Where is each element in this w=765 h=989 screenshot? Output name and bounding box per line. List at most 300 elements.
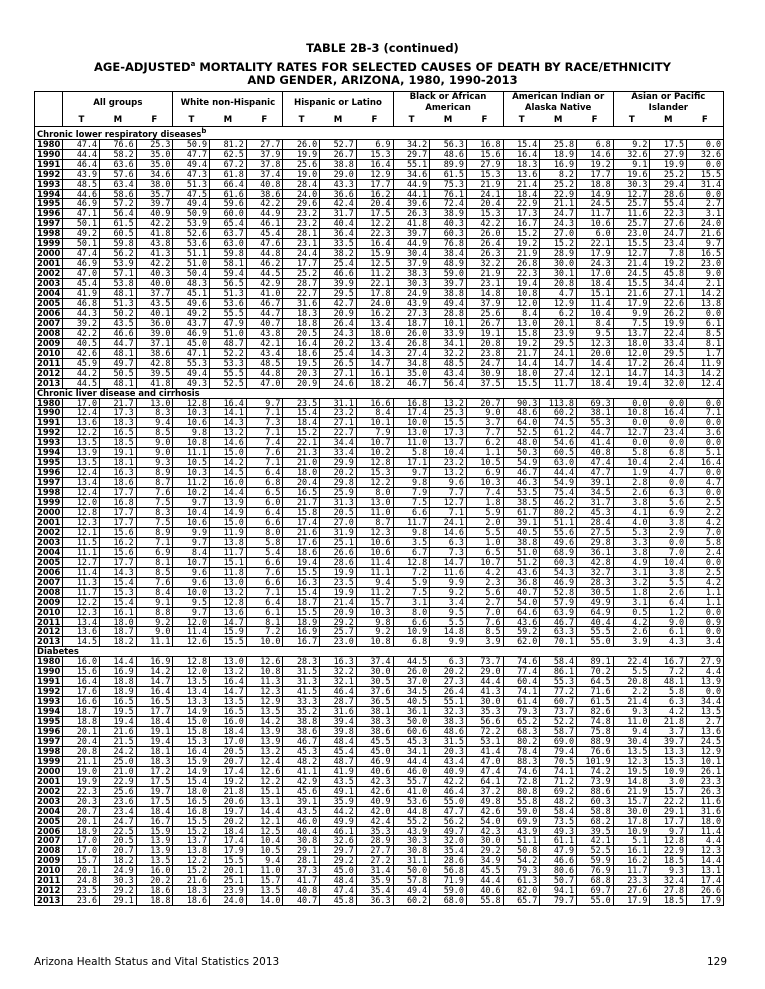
rate-cell: 4.0 xyxy=(613,517,650,527)
rate-cell: 34.4 xyxy=(650,279,687,289)
rate-cell: 15.9 xyxy=(356,249,393,259)
year-cell: 2008 xyxy=(35,846,63,856)
rate-cell: 15.5 xyxy=(173,816,210,826)
rate-cell: 14.5 xyxy=(210,468,247,478)
rate-cell: 8.7 xyxy=(356,517,393,527)
rate-cell: 46.6 xyxy=(540,856,577,866)
rate-cell: 45.8 xyxy=(320,896,357,906)
table-row xyxy=(35,139,724,149)
table-row xyxy=(35,786,724,796)
rate-cell: 15.5 xyxy=(503,378,540,388)
rate-cell: 75.4 xyxy=(540,488,577,498)
rate-cell: 15.3 xyxy=(466,169,503,179)
rate-cell: 63.9 xyxy=(540,607,577,617)
rate-cell: 39.7 xyxy=(650,736,687,746)
rate-cell: 74.2 xyxy=(576,766,613,776)
rate-cell: 47.4 xyxy=(63,139,100,149)
rate-cell: 12.7 xyxy=(430,498,467,508)
rate-cell: 19.9 xyxy=(63,776,100,786)
rate-cell: 16.4 xyxy=(210,677,247,687)
rate-cell: 9.6 xyxy=(430,478,467,488)
year-cell: 1995 xyxy=(35,717,63,727)
rate-cell: 24.5 xyxy=(613,269,650,279)
rate-cell: 30.5 xyxy=(576,587,613,597)
table-row xyxy=(35,508,724,518)
rate-cell: 17.3 xyxy=(430,428,467,438)
rate-cell: 50.9 xyxy=(173,209,210,219)
rate-cell: 19.0 xyxy=(283,169,320,179)
rate-cell: 17.6 xyxy=(63,687,100,697)
rate-cell: 7.0 xyxy=(650,547,687,557)
rate-cell: 6.3 xyxy=(650,488,687,498)
rate-cell: 34.9 xyxy=(466,856,503,866)
column-header: M xyxy=(100,114,137,127)
rate-cell: 2.6 xyxy=(613,488,650,498)
rate-cell: 15.5 xyxy=(210,856,247,866)
rate-cell: 49.8 xyxy=(466,796,503,806)
rate-cell: 39.7 xyxy=(393,229,430,239)
rate-cell: 47.9 xyxy=(210,318,247,328)
rate-cell: 31.5 xyxy=(430,736,467,746)
rate-cell: 8.4 xyxy=(576,318,613,328)
rate-cell: 4.2 xyxy=(466,567,503,577)
rate-cell: 24.7 xyxy=(540,209,577,219)
rate-cell: 43.9 xyxy=(503,826,540,836)
rate-cell: 63.7 xyxy=(210,229,247,239)
table-row xyxy=(35,697,724,707)
rate-cell: 47.6 xyxy=(246,239,283,249)
year-cell: 2001 xyxy=(35,776,63,786)
rate-cell: 42.2 xyxy=(136,219,173,229)
rate-cell: 37.7 xyxy=(136,289,173,299)
rate-cell: 58.1 xyxy=(210,259,247,269)
rate-cell: 14.3 xyxy=(650,368,687,378)
year-cell: 2002 xyxy=(35,786,63,796)
rate-cell: 12.8 xyxy=(173,398,210,408)
rate-cell: 18.4 xyxy=(503,189,540,199)
rate-cell: 16.5 xyxy=(100,697,137,707)
rate-cell: 9.2 xyxy=(613,139,650,149)
table-row xyxy=(35,726,724,736)
rate-cell: 38.8 xyxy=(320,159,357,169)
rate-cell: 61.7 xyxy=(503,508,540,518)
rate-cell: 53.6 xyxy=(210,299,247,309)
rate-cell: 10.4 xyxy=(650,557,687,567)
table-row xyxy=(35,169,724,179)
rate-cell: 30.0 xyxy=(540,259,577,269)
table-row xyxy=(35,746,724,756)
rate-cell: 25.0 xyxy=(100,756,137,766)
rate-cell: 15.5 xyxy=(613,279,650,289)
rate-cell: 55.5 xyxy=(210,308,247,318)
rate-cell: 17.9 xyxy=(576,249,613,259)
rate-cell: 47.1 xyxy=(63,209,100,219)
rate-cell: 20.8 xyxy=(613,677,650,687)
rate-cell: 54.0 xyxy=(466,816,503,826)
table-row xyxy=(35,159,724,169)
rate-cell: 7.4 xyxy=(246,438,283,448)
rate-cell: 24.7 xyxy=(650,229,687,239)
rate-cell: 20.9 xyxy=(320,607,357,617)
rate-cell: 11.6 xyxy=(613,209,650,219)
rate-cell: 18.4 xyxy=(136,806,173,816)
rate-cell: 11.1 xyxy=(173,448,210,458)
rate-cell: 88.6 xyxy=(576,786,613,796)
rate-cell: 18.9 xyxy=(63,826,100,836)
rate-cell: 14.7 xyxy=(430,557,467,567)
rate-cell: 47.7 xyxy=(576,468,613,478)
rate-cell: 20.2 xyxy=(136,876,173,886)
rate-cell: 12.7 xyxy=(63,557,100,567)
rate-cell: 41.7 xyxy=(283,876,320,886)
rate-cell: 76.6 xyxy=(100,139,137,149)
rate-cell: 23.3 xyxy=(687,776,724,786)
rate-cell: 9.9 xyxy=(173,527,210,537)
rate-cell: 20.1 xyxy=(210,866,247,876)
rate-cell: 20.9 xyxy=(320,308,357,318)
rate-cell: 40.3 xyxy=(430,219,467,229)
rate-cell: 36.8 xyxy=(503,577,540,587)
rate-cell: 21.7 xyxy=(283,498,320,508)
rate-cell: 8.5 xyxy=(136,428,173,438)
rate-cell: 55.2 xyxy=(393,816,430,826)
rate-cell: 50.9 xyxy=(173,139,210,149)
rate-cell: 1.1 xyxy=(687,587,724,597)
rate-cell: 18.4 xyxy=(283,418,320,428)
rate-cell: 36.5 xyxy=(356,697,393,707)
rate-cell: 9.0 xyxy=(687,269,724,279)
footer-source: Arizona Health Status and Vital Statistics 2013 xyxy=(34,956,280,968)
rate-cell: 13.4 xyxy=(173,687,210,697)
rate-cell: 6.2 xyxy=(466,438,503,448)
rate-cell: 16.4 xyxy=(687,458,724,468)
rate-cell: 10.8 xyxy=(173,438,210,448)
rate-cell: 40.8 xyxy=(576,448,613,458)
group-header: American Indian or Alaska Native xyxy=(503,92,613,115)
rate-cell: 38.0 xyxy=(136,179,173,189)
rate-cell: 30.0 xyxy=(356,667,393,677)
year-cell: 1991 xyxy=(35,677,63,687)
rate-cell: 19.7 xyxy=(136,786,173,796)
rate-cell: 73.7 xyxy=(540,707,577,717)
rate-cell: 11.4 xyxy=(173,627,210,637)
rate-cell: 18.6 xyxy=(136,886,173,896)
rate-cell: 14.4 xyxy=(576,358,613,368)
rate-cell: 31.4 xyxy=(356,866,393,876)
rate-cell: 0.9 xyxy=(687,617,724,627)
rate-cell: 40.4 xyxy=(320,219,357,229)
rate-cell: 30.8 xyxy=(393,846,430,856)
rate-cell: 37.5 xyxy=(466,378,503,388)
table-row xyxy=(35,736,724,746)
rate-cell: 16.6 xyxy=(356,398,393,408)
rate-cell: 89.9 xyxy=(430,159,467,169)
rate-cell: 37.8 xyxy=(246,159,283,169)
rate-cell: 12.6 xyxy=(246,657,283,667)
rate-cell: 26.3 xyxy=(393,209,430,219)
rate-cell: 16.1 xyxy=(613,846,650,856)
rate-cell: 25.6 xyxy=(100,786,137,796)
rate-cell: 15.7 xyxy=(246,876,283,886)
rate-cell: 13.6 xyxy=(63,418,100,428)
rate-cell: 13.9 xyxy=(246,726,283,736)
rate-cell: 30.4 xyxy=(393,249,430,259)
rate-cell: 60.6 xyxy=(393,726,430,736)
rate-cell: 23.5 xyxy=(320,577,357,587)
rate-cell: 65.7 xyxy=(503,896,540,906)
rate-cell: 6.0 xyxy=(246,498,283,508)
rate-cell: 16.4 xyxy=(650,408,687,418)
rate-cell: 18.0 xyxy=(613,338,650,348)
rate-cell: 0.0 xyxy=(687,139,724,149)
year-cell: 2005 xyxy=(35,299,63,309)
rate-cell: 45.3 xyxy=(393,736,430,746)
rate-cell: 6.8 xyxy=(650,448,687,458)
rate-cell: 34.5 xyxy=(576,488,613,498)
rate-cell: 12.2 xyxy=(63,428,100,438)
rate-cell: 19.9 xyxy=(320,587,357,597)
rate-cell: 24.9 xyxy=(393,289,430,299)
rate-cell: 39.1 xyxy=(283,796,320,806)
rate-cell: 2.9 xyxy=(650,527,687,537)
rate-cell: 30.0 xyxy=(466,697,503,707)
rate-cell: 13.5 xyxy=(63,438,100,448)
rate-cell: 11.4 xyxy=(576,299,613,309)
rate-cell: 46.2 xyxy=(540,498,577,508)
rate-cell: 35.3 xyxy=(466,707,503,717)
rate-cell: 5.4 xyxy=(246,547,283,557)
rate-cell: 12.4 xyxy=(246,756,283,766)
rate-cell: 6.0 xyxy=(576,229,613,239)
section-header-row xyxy=(35,127,724,140)
rate-cell: 2.4 xyxy=(650,458,687,468)
rate-cell: 16.4 xyxy=(283,338,320,348)
rate-cell: 33.3 xyxy=(283,697,320,707)
rate-cell: 29.1 xyxy=(650,806,687,816)
rate-cell: 15.7 xyxy=(650,786,687,796)
rate-cell: 25.1 xyxy=(320,537,357,547)
rate-cell: 12.7 xyxy=(613,249,650,259)
rate-cell: 44.9 xyxy=(246,209,283,219)
rate-cell: 10.2 xyxy=(356,448,393,458)
rate-cell: 14.7 xyxy=(210,687,247,697)
rate-cell: 7.4 xyxy=(466,488,503,498)
rate-cell: 18.0 xyxy=(173,786,210,796)
rate-cell: 39.5 xyxy=(136,368,173,378)
rate-cell: 38.8 xyxy=(283,717,320,727)
rate-cell: 15.5 xyxy=(430,418,467,428)
rate-cell: 45.9 xyxy=(63,358,100,368)
year-cell: 1990 xyxy=(35,667,63,677)
rate-cell: 9.9 xyxy=(430,637,467,647)
rate-cell: 23.1 xyxy=(283,239,320,249)
rate-cell: 10.8 xyxy=(503,289,540,299)
rate-cell: 56.6 xyxy=(466,717,503,727)
rate-cell: 13.8 xyxy=(687,299,724,309)
rate-cell: 25.7 xyxy=(613,199,650,209)
rate-cell: 14.7 xyxy=(540,358,577,368)
rate-cell: 7.1 xyxy=(246,428,283,438)
rate-cell: 45.1 xyxy=(173,289,210,299)
rate-cell: 19.4 xyxy=(100,717,137,727)
rate-cell: 17.6 xyxy=(283,537,320,547)
rate-cell: 23.9 xyxy=(540,328,577,338)
rate-cell: 70.2 xyxy=(576,667,613,677)
rate-cell: 65.4 xyxy=(210,219,247,229)
rate-cell: 6.4 xyxy=(246,597,283,607)
rate-cell: 2.6 xyxy=(650,587,687,597)
rate-cell: 35.3 xyxy=(356,826,393,836)
rate-cell: 13.5 xyxy=(613,746,650,756)
year-cell: 2003 xyxy=(35,279,63,289)
rate-cell: 31.1 xyxy=(320,398,357,408)
rate-cell: 8.4 xyxy=(136,587,173,597)
rate-cell: 74.6 xyxy=(503,657,540,667)
rate-cell: 32.6 xyxy=(320,836,357,846)
rate-cell: 32.4 xyxy=(650,876,687,886)
rate-cell: 17.0 xyxy=(63,836,100,846)
year-cell: 1993 xyxy=(35,179,63,189)
rate-cell: 54.0 xyxy=(503,597,540,607)
rate-cell: 17.7 xyxy=(100,517,137,527)
rate-cell: 18.3 xyxy=(283,308,320,318)
rate-cell: 9.3 xyxy=(650,866,687,876)
rate-cell: 26.3 xyxy=(687,786,724,796)
rate-cell: 0.0 xyxy=(650,398,687,408)
rate-cell: 12.2 xyxy=(356,219,393,229)
rate-cell: 13.0 xyxy=(210,657,247,667)
table-row xyxy=(35,249,724,259)
rate-cell: 26.4 xyxy=(466,239,503,249)
rate-cell: 49.7 xyxy=(100,358,137,368)
rate-cell: 55.0 xyxy=(576,896,613,906)
rate-cell: 49.9 xyxy=(576,597,613,607)
rate-cell: 20.4 xyxy=(63,736,100,746)
rate-cell: 28.6 xyxy=(320,557,357,567)
rate-cell: 16.0 xyxy=(63,657,100,667)
rate-cell: 7.1 xyxy=(246,458,283,468)
rate-cell: 25.6 xyxy=(466,308,503,318)
rate-cell: 38.6 xyxy=(283,726,320,736)
rate-cell: 81.2 xyxy=(210,139,247,149)
rate-cell: 44.9 xyxy=(393,239,430,249)
rate-cell: 77.4 xyxy=(503,667,540,677)
rate-cell: 35.4 xyxy=(356,886,393,896)
rate-cell: 61.8 xyxy=(210,169,247,179)
rate-cell: 46.9 xyxy=(540,577,577,587)
column-header: T xyxy=(283,114,320,127)
rate-cell: 20.5 xyxy=(210,746,247,756)
rate-cell: 26.7 xyxy=(320,149,357,159)
rate-cell: 28.3 xyxy=(576,577,613,587)
rate-cell: 79.4 xyxy=(540,746,577,756)
rate-cell: 50.1 xyxy=(63,239,100,249)
rate-cell: 29.7 xyxy=(393,149,430,159)
rate-cell: 56.3 xyxy=(430,139,467,149)
rate-cell: 27.2 xyxy=(356,856,393,866)
rate-cell: 2.0 xyxy=(466,517,503,527)
rate-cell: 20.4 xyxy=(466,199,503,209)
rate-cell: 8.2 xyxy=(540,169,577,179)
rate-cell: 21.8 xyxy=(650,717,687,727)
rate-cell: 12.2 xyxy=(173,856,210,866)
table-row xyxy=(35,557,724,567)
rate-cell: 23.2 xyxy=(283,219,320,229)
rate-cell: 19.5 xyxy=(613,766,650,776)
rate-cell: 6.8 xyxy=(393,637,430,647)
rate-cell: 20.8 xyxy=(63,746,100,756)
rate-cell: 13.2 xyxy=(210,428,247,438)
year-cell: 1996 xyxy=(35,726,63,736)
rate-cell: 6.6 xyxy=(246,517,283,527)
rate-cell: 12.1 xyxy=(63,527,100,537)
rate-cell: 7.1 xyxy=(246,408,283,418)
rate-cell: 40.1 xyxy=(136,308,173,318)
rate-cell: 7.3 xyxy=(430,547,467,557)
rate-cell: 44.8 xyxy=(246,249,283,259)
rate-cell: 16.0 xyxy=(136,866,173,876)
rate-cell: 49.9 xyxy=(320,816,357,826)
rate-cell: 48.5 xyxy=(430,358,467,368)
rate-cell: 14.4 xyxy=(246,806,283,816)
rate-cell: 37.6 xyxy=(356,687,393,697)
rate-cell: 59.6 xyxy=(210,199,247,209)
rate-cell: 37.4 xyxy=(246,169,283,179)
rate-cell: 24.5 xyxy=(576,199,613,209)
rate-cell: 12.9 xyxy=(540,299,577,309)
rate-cell: 24.3 xyxy=(320,328,357,338)
rate-cell: 15.3 xyxy=(173,736,210,746)
rate-cell: 41.4 xyxy=(466,746,503,756)
rate-cell: 80.2 xyxy=(540,508,577,518)
rate-cell: 26.0 xyxy=(393,667,430,677)
rate-cell: 10.1 xyxy=(356,418,393,428)
rate-cell: 7.1 xyxy=(430,508,467,518)
rate-cell: 51.3 xyxy=(173,179,210,189)
rate-cell: 25.8 xyxy=(540,139,577,149)
rate-cell: 48.2 xyxy=(540,796,577,806)
rate-cell: 57.2 xyxy=(100,199,137,209)
table-row xyxy=(35,766,724,776)
rate-cell: 12.0 xyxy=(503,299,540,309)
rate-cell: 0.0 xyxy=(613,438,650,448)
rate-cell: 18.1 xyxy=(100,458,137,468)
rate-cell: 29.8 xyxy=(320,478,357,488)
table-row xyxy=(35,438,724,448)
rate-cell: 16.5 xyxy=(210,707,247,717)
rate-cell: 12.8 xyxy=(356,458,393,468)
rate-cell: 22.3 xyxy=(356,229,393,239)
rate-cell: 44.4 xyxy=(466,876,503,886)
rate-cell: 32.0 xyxy=(430,836,467,846)
rate-cell: 20.3 xyxy=(283,368,320,378)
rate-cell: 88.9 xyxy=(576,736,613,746)
section-header-row xyxy=(35,647,724,657)
rate-cell: 16.7 xyxy=(283,637,320,647)
rate-cell: 64.1 xyxy=(466,776,503,786)
year-cell: 1991 xyxy=(35,418,63,428)
rate-cell: 12.5 xyxy=(246,826,283,836)
rate-cell: 21.9 xyxy=(466,179,503,189)
rate-cell: 46.3 xyxy=(503,478,540,488)
rate-cell: 10.1 xyxy=(687,756,724,766)
rate-cell: 6.4 xyxy=(246,508,283,518)
group-header: All groups xyxy=(63,92,173,115)
rate-cell: 7.9 xyxy=(393,488,430,498)
column-header: F xyxy=(466,114,503,127)
rate-cell: 44.9 xyxy=(393,179,430,189)
rate-cell: 56.8 xyxy=(430,866,467,876)
